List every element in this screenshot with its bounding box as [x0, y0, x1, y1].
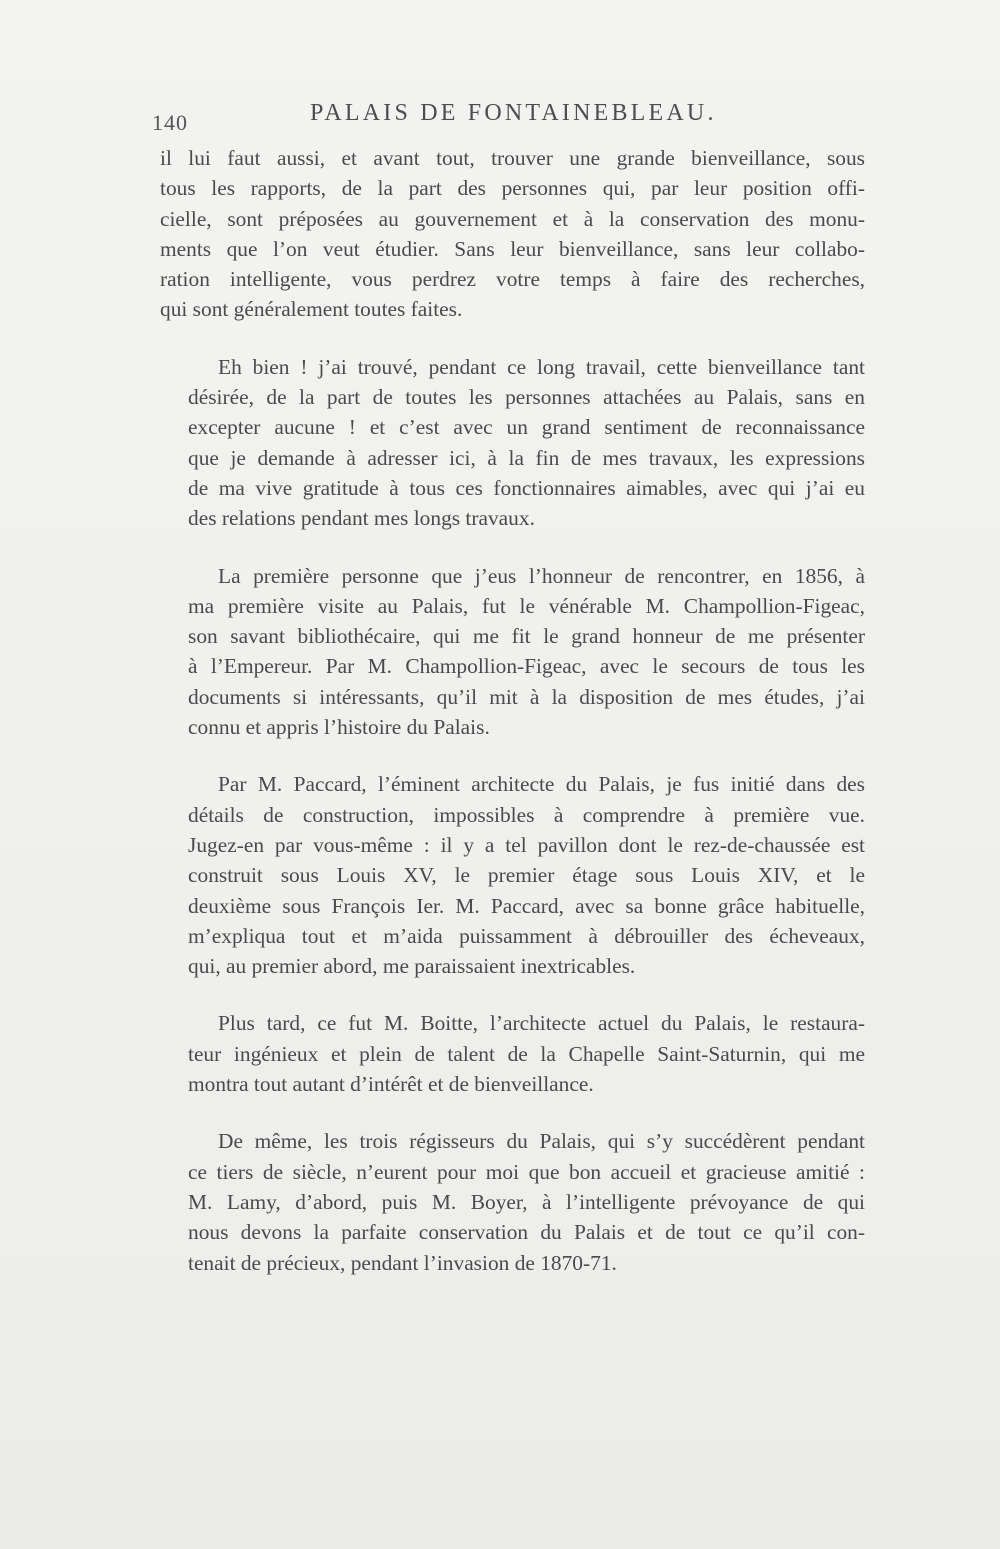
text-line: qui, au premier abord, me paraissaient inextricables.: [188, 954, 636, 979]
text-line: ce tiers de siècle, n’eurent pour moi que bon accueil et gracieuse amitié :: [188, 1159, 865, 1184]
text-line: de ma vive gratitude à tous ces fonctionnaires aimables, avec qui j’ai eu: [188, 475, 865, 500]
text-line: De même, les trois régisseurs du Palais, qui s’y succédèrent pendant: [218, 1129, 865, 1154]
paragraph-3: [160, 561, 865, 743]
paragraph-1: [160, 143, 865, 325]
text-line: m’expliqua tout et m’aida puissamment à débrouiller des écheveaux,: [188, 923, 865, 948]
text-line: tenait de précieux, pendant l’invasion de 1870-71.: [188, 1250, 617, 1275]
paragraph-6: [160, 1126, 865, 1277]
text-line: ration intelligente, vous perdrez votre temps à faire des recherches,: [160, 267, 865, 292]
text-line: à l’Empereur. Par M. Champollion-Figeac, avec le secours de tous les: [188, 654, 865, 679]
text-line: désirée, de la part de toutes les personnes attachées au Palais, sans en: [188, 385, 865, 410]
text-line: connu et appris l’histoire du Palais.: [188, 715, 490, 740]
text-line: La première personne que j’eus l’honneur de rencontrer, en 1856, à: [218, 563, 865, 588]
text-line: ma première visite au Palais, fut le vénérable M. Champollion-Figeac,: [188, 593, 865, 618]
text-line: il lui faut aussi, et avant tout, trouver une grande bienveillance, sous: [160, 146, 865, 170]
text-line: cielle, sont préposées au gouvernement et à la conservation des monu-: [160, 206, 865, 231]
page-header: [152, 100, 872, 140]
text-line: Par M. Paccard, l’éminent architecte du Palais, je fus initié dans des: [218, 772, 865, 797]
text-line: documents si intéressants, qu’il mit à la disposition de mes études, j’ai: [188, 684, 865, 709]
page-number: 140: [152, 110, 188, 135]
text-line: détails de construction, impossibles à comprendre à première vue.: [188, 802, 865, 827]
text-line: excepter aucune ! et c’est avec un grand sentiment de reconnaissance: [188, 415, 865, 440]
paragraph-2: [160, 352, 865, 534]
text-line: ments que l’on veut étudier. Sans leur bienveillance, sans leur collabo-: [160, 236, 865, 261]
text-line: des relations pendant mes longs travaux.: [188, 506, 535, 531]
text-line: montra tout autant d’intérêt et de bienveillance.: [188, 1072, 594, 1097]
text-line: nous devons la parfaite conservation du Palais et de tout ce qu’il con-: [188, 1220, 865, 1245]
body-text: [160, 143, 865, 1305]
text-line: deuxième sous François Ier. M. Paccard, avec sa bonne grâce habituelle,: [188, 893, 865, 918]
text-line: construit sous Louis XV, le premier étage sous Louis XIV, et le: [188, 863, 865, 888]
text-line: son savant bibliothécaire, qui me fit le grand honneur de me présenter: [188, 624, 865, 649]
text-line: Plus tard, ce fut M. Boitte, l’architecte actuel du Palais, le restaura-: [218, 1011, 865, 1036]
paragraph-5: [160, 1008, 865, 1099]
paragraph-4: [160, 769, 865, 981]
running-title: PALAIS DE FONTAINEBLEAU.: [310, 100, 717, 126]
text-line: que je demande à adresser ici, à la fin de mes travaux, les expressions: [188, 445, 865, 470]
text-line: teur ingénieux et plein de talent de la Chapelle Saint-Saturnin, qui me: [188, 1041, 865, 1066]
text-line: Jugez-en par vous-même : il y a tel pavillon dont le rez-de-chaussée est: [188, 832, 865, 857]
text-line: tous les rapports, de la part des personnes qui, par leur position offi-: [160, 176, 865, 201]
text-line: M. Lamy, d’abord, puis M. Boyer, à l’intelligente prévoyance de qui: [188, 1189, 865, 1214]
text-line: Eh bien ! j’ai trouvé, pendant ce long travail, cette bienveillance tant: [218, 354, 865, 379]
text-line: qui sont généralement toutes faites.: [160, 297, 463, 322]
